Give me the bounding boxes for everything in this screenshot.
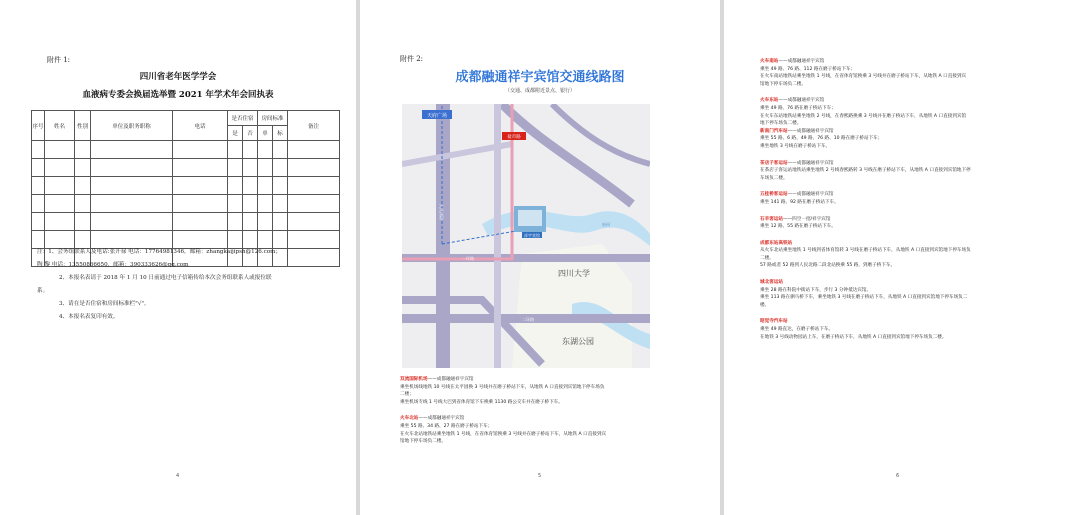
route-line: 从火车北站乘坐地铁 1 号线到省体育馆转 3 号线在磨子桥站下车，从地铁 A 口直接到宾馆地下停车场负 (760, 248, 971, 254)
map-subtitle: （交通、成都附近景点、银行） (504, 88, 575, 94)
route-block (760, 318, 971, 341)
attachment-label: 附件 2: (400, 55, 424, 63)
route-block (760, 128, 971, 151)
route-station: 昭觉寺汽车站 (760, 319, 788, 325)
route-block (760, 191, 971, 206)
note-line: 注：1、会务组联系人及电话:张开禄 电话：17764981346，邮箱：zhangkaijipsh@126.com； (37, 249, 282, 255)
route-list (400, 376, 606, 455)
route-line: 乘坐 55 路、34 路、27 路在磨子桥站下车； (400, 423, 493, 429)
page-number: 5 (538, 473, 542, 479)
label-tianfu-square: 天府广场 (426, 113, 448, 119)
header-name: 姓名 (45, 111, 75, 141)
hotel-label: 祥宇宾馆 (524, 233, 540, 238)
header-room: 房间标准 (258, 111, 288, 126)
route-line: 二楼。 (760, 255, 774, 261)
route-station: 城北客运站 (760, 280, 783, 286)
route-station: 成都东站高铁站 (760, 240, 793, 246)
label-north-road: 盐市路 (507, 135, 521, 140)
route-destination: ——成都融通祥宇宾馆 (778, 98, 825, 104)
route-line: 在茶店子客运站地铁站乘坐地铁 2 号线春熙路转 3 号线在磨子桥站下车，从地铁 A 口直接到宾馆地下停 (760, 168, 971, 174)
note-line: 2、本报名表请于 2018 年 1 月 10 日前通过电子信箱传给本次会务组联系人或报位联 (59, 275, 272, 281)
table-row (32, 177, 340, 195)
route-block (400, 376, 606, 406)
route-line: 车场负二楼。 (760, 175, 788, 181)
header-phone: 电话 (173, 111, 228, 141)
route-line: 乘坐 28 路在科院中街站下车，步行 3 分钟抵达宾馆。 (760, 287, 872, 293)
route-station: 火车东站 (760, 98, 779, 104)
route-block (760, 216, 971, 231)
label-park: 东湖公园 (562, 337, 594, 346)
subheader-standard: 标 (273, 126, 288, 141)
route-line: 乘坐 49 路、76 路、112 路在磨子桥站下车； (760, 66, 856, 72)
page-number: 6 (896, 473, 900, 479)
registration-form-table (31, 110, 340, 267)
label-road1: 人民南路 (439, 204, 444, 220)
route-destination: ——成都融通祥宇宾馆 (787, 192, 834, 198)
page-attachment-1 (0, 0, 356, 515)
label-university: 四川大学 (558, 269, 590, 278)
route-line: 乘坐 49 路直达，在磨子桥站下车。 (760, 327, 834, 333)
route-line: 乘坐 113 路在驷马桥下车，乘坐地铁 3 号线在磨子桥站下车，从地铁 A 口直接到宾馆地下停车场负二 (760, 295, 968, 301)
subheader-no: 否 (243, 126, 258, 141)
header-seq: 序号 (32, 111, 45, 141)
route-station: 石羊客运站 (760, 216, 783, 222)
traffic-map (402, 104, 650, 368)
label-road2: 一环路 (462, 256, 474, 261)
route-block (760, 240, 971, 270)
table-row (32, 213, 340, 231)
route-line: 二楼； (400, 392, 414, 398)
route-line: 乘坐机场线地铁 10 号线在太平园换 3 号线并在磨子桥站下车，从地铁 A 口直接到宾馆地下停车场负 (400, 384, 605, 390)
route-line: 在火车北站地铁站乘坐地铁 1 号线，在省体育馆换乘 3 号线并在磨子桥站下车，从地铁 A 口直接到宾 (400, 431, 607, 437)
route-list (760, 58, 971, 350)
table-row (32, 141, 340, 159)
header-unit: 单位及职务职称 (91, 111, 173, 141)
route-block (760, 160, 971, 183)
route-station: 新南门汽车站 (760, 128, 788, 134)
route-line: 在地铁 3 号线动物园站上车，在磨子桥站下车，从地铁 A 口直接到宾馆地下停车场负二楼。 (760, 334, 947, 340)
note-line: 系。 (37, 288, 49, 294)
route-line: 57 路或者 52 路到人民北路二段北站换乘 55 路，到磨子桥下车。 (760, 263, 896, 269)
page-routes-continued (724, 0, 1080, 515)
route-destination: ——四空一招/祥宇宾馆 (782, 216, 831, 222)
map-title: 成都融通祥宇宾馆交通线路图 (455, 70, 625, 85)
route-line: 乘坐机场专线 1 号线大巴到省体育馆下车换乘 1130 路公交车并在磨子桥下车。 (400, 399, 563, 405)
route-line: 地下停车场负二楼。 (760, 121, 802, 127)
route-station: 火车南站 (760, 59, 779, 64)
road-vertical-main (436, 104, 450, 368)
note-line: 陶 黎 电话：13550866650，邮箱：390333626@qq.com (37, 262, 189, 268)
header-lodging: 是否住宿 (228, 111, 258, 126)
attachment-label: 附件 1: (47, 56, 71, 64)
route-station: 火车北站 (400, 416, 419, 422)
route-line: 楼。 (760, 302, 770, 308)
page-number: 4 (176, 473, 180, 479)
table-row (32, 195, 340, 213)
route-line: 在火车南站地铁站乘坐地铁 1 号线，在省体育馆换乘 3 号线并在磨子桥站下车，从地铁 A 口直接到宾 (760, 74, 967, 80)
route-destination: ——成都融通祥宇宾馆 (787, 128, 834, 134)
route-block (760, 97, 971, 127)
route-line: 乘坐 12 路、55 路在磨子桥站下车。 (760, 224, 836, 230)
route-destination: ——成都融通祥宇宾馆 (418, 416, 465, 422)
note-line: 3、请在是否住宿和房间标准栏"√"。 (59, 301, 150, 307)
route-block (760, 58, 971, 88)
form-notes (37, 246, 347, 324)
table-row (32, 159, 340, 177)
route-station: 茶店子客运站 (760, 160, 788, 166)
header-gender: 性别 (75, 111, 91, 141)
route-destination: ——成都融通祥宇宾馆 (778, 59, 825, 64)
route-block (760, 279, 971, 309)
note-line: 4、本报名表复印有效。 (59, 314, 119, 320)
route-line: 馆地下停车场负二楼。 (400, 439, 446, 445)
organization-title: 四川省老年医学学会 (139, 72, 217, 82)
route-line: 在火车东站地铁站乘坐地铁 2 号线，在春熙路换乘 3 号线并在磨子桥站下车，从地铁 A 口直接到宾馆 (760, 113, 967, 119)
route-line: 乘坐地铁 3 号线在磨子桥站下车。 (760, 143, 831, 149)
route-station: 五桂桥客运站 (760, 192, 788, 198)
header-remark: 备注 (288, 111, 340, 141)
subheader-single: 单 (258, 126, 273, 141)
label-road4: 府河 (602, 222, 610, 227)
route-block (400, 415, 606, 445)
route-line: 乘坐 141 路、92 路在磨子桥站下车。 (760, 199, 839, 205)
route-line: 乘坐 55 路、6 路、49 路、76 路、10 路在磨子桥站下车； (760, 136, 883, 142)
route-destination: ——成都融通祥宇宾馆 (787, 160, 834, 166)
page-attachment-2 (360, 0, 720, 515)
route-destination: ——成都融通祥宇宾馆 (427, 377, 474, 382)
form-title: 血液病专委会换届选举暨 2021 年学术年会回执表 (82, 90, 274, 100)
route-line: 馆地下停车场负二楼。 (760, 81, 806, 87)
label-road3: 二环路 (522, 317, 534, 322)
route-line: 乘坐 49 路、76 路在磨子桥站下车； (760, 105, 836, 111)
subheader-yes: 是 (228, 126, 243, 141)
route-station: 双流国际机场 (400, 377, 428, 382)
